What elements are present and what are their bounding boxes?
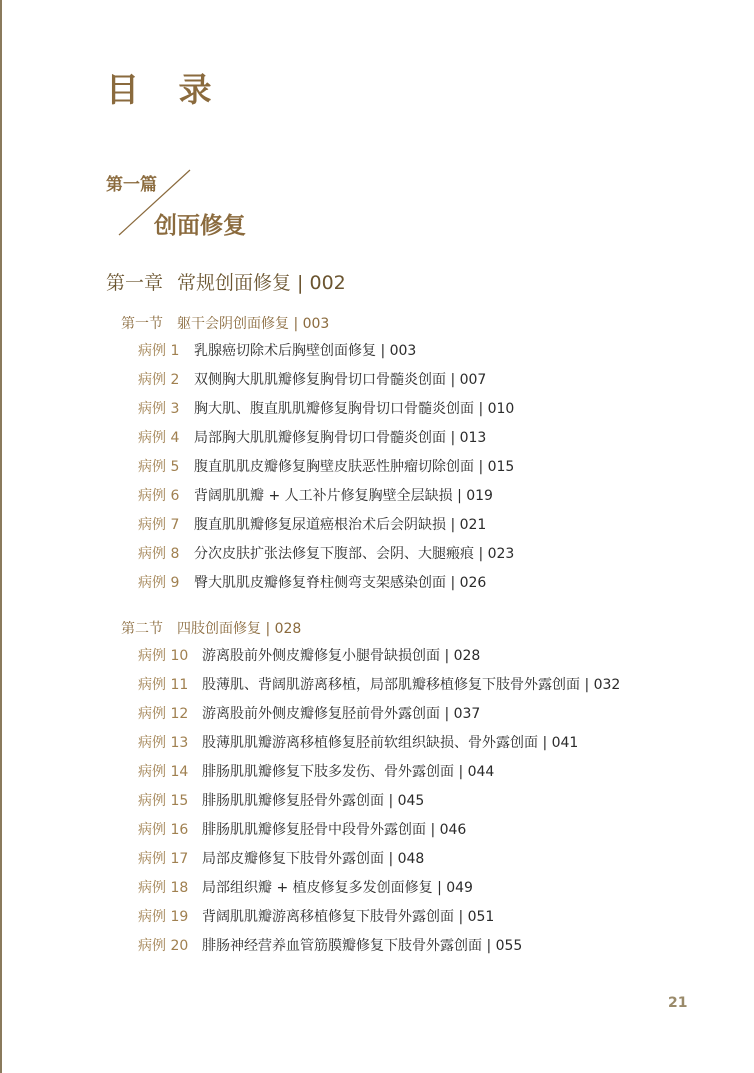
case-entry[interactable] [138, 908, 494, 926]
case-title: 背阔肌肌瓣游离移植修复下肢骨外露创面 | 051 [202, 909, 495, 925]
case-title: 游离股前外侧皮瓣修复小腿骨缺损创面 | 028 [202, 648, 481, 664]
case-title: 背阔肌肌瓣 + 人工补片修复胸壁全层缺损 | 019 [194, 488, 493, 504]
case-label: 病例 6 [138, 488, 180, 504]
case-entry[interactable] [138, 821, 466, 839]
case-entry[interactable] [138, 545, 514, 563]
case-label: 病例 11 [138, 677, 189, 693]
section-title: 四肢创面修复 | 028 [177, 621, 302, 637]
part-label: 第一篇 [106, 175, 157, 195]
page-edge-rule [0, 0, 2, 1073]
case-title: 游离股前外侧皮瓣修复胫前骨外露创面 | 037 [202, 706, 481, 722]
case-title: 局部胸大肌肌瓣修复胸骨切口骨髓炎创面 | 013 [194, 430, 487, 446]
case-label: 病例 1 [138, 343, 180, 359]
section-title: 躯干会阴创面修复 | 003 [177, 316, 330, 332]
case-title: 腓肠肌肌瓣修复胫骨外露创面 | 045 [202, 793, 425, 809]
case-entry[interactable] [138, 937, 522, 955]
case-entry[interactable] [138, 879, 473, 897]
case-label: 病例 13 [138, 735, 189, 751]
case-title: 腓肠肌肌瓣修复胫骨中段骨外露创面 | 046 [202, 822, 467, 838]
case-entry[interactable] [138, 371, 486, 389]
section-label: 第二节 [121, 621, 163, 637]
case-title: 腹直肌肌皮瓣修复胸壁皮肤恶性肿瘤切除创面 | 015 [194, 459, 515, 475]
case-entry[interactable] [138, 734, 578, 752]
chapter-label: 第一章 [106, 272, 164, 294]
case-label: 病例 4 [138, 430, 180, 446]
case-label: 病例 9 [138, 575, 180, 591]
case-title: 局部皮瓣修复下肢骨外露创面 | 048 [202, 851, 425, 867]
case-title: 腹直肌肌瓣修复尿道癌根治术后会阴缺损 | 021 [194, 517, 487, 533]
case-label: 病例 19 [138, 909, 189, 925]
case-title: 腓肠肌肌瓣修复下肢多发伤、骨外露创面 | 044 [202, 764, 495, 780]
case-entry[interactable] [138, 850, 424, 868]
chapter-heading[interactable] [106, 268, 346, 295]
case-label: 病例 3 [138, 401, 180, 417]
case-entry[interactable] [138, 792, 424, 810]
case-title: 乳腺癌切除术后胸壁创面修复 | 003 [194, 343, 417, 359]
case-title: 股薄肌肌瓣游离移植修复胫前软组织缺损、骨外露创面 | 041 [202, 735, 579, 751]
part-name: 创面修复 [154, 213, 246, 239]
case-label: 病例 2 [138, 372, 180, 388]
case-entry[interactable] [138, 400, 514, 418]
case-title: 分次皮肤扩张法修复下腹部、会阴、大腿瘢痕 | 023 [194, 546, 515, 562]
case-entry[interactable] [138, 647, 480, 665]
case-label: 病例 12 [138, 706, 189, 722]
case-label: 病例 18 [138, 880, 189, 896]
case-label: 病例 16 [138, 822, 189, 838]
case-label: 病例 5 [138, 459, 180, 475]
case-label: 病例 8 [138, 546, 180, 562]
case-title: 腓肠神经营养血管筋膜瓣修复下肢骨外露创面 | 055 [202, 938, 523, 954]
case-entry[interactable] [138, 342, 416, 360]
case-label: 病例 14 [138, 764, 189, 780]
case-entry[interactable] [138, 676, 620, 694]
case-entry[interactable] [138, 763, 494, 781]
case-title: 胸大肌、腹直肌肌瓣修复胸骨切口骨髓炎创面 | 010 [194, 401, 515, 417]
case-title: 股薄肌、背阔肌游离移植，局部肌瓣移植修复下肢骨外露创面 | 032 [202, 677, 621, 693]
case-title: 双侧胸大肌肌瓣修复胸骨切口骨髓炎创面 | 007 [194, 372, 487, 388]
case-entry[interactable] [138, 458, 514, 476]
section-heading[interactable] [121, 618, 301, 638]
toc-title: 目 录 [106, 70, 226, 109]
case-label: 病例 15 [138, 793, 189, 809]
case-title: 臀大肌肌皮瓣修复脊柱侧弯支架感染创面 | 026 [194, 575, 487, 591]
case-title: 局部组织瓣 + 植皮修复多发创面修复 | 049 [202, 880, 473, 896]
section-heading[interactable] [121, 313, 329, 333]
case-entry[interactable] [138, 487, 493, 505]
page-number: 21 [668, 995, 688, 1011]
case-entry[interactable] [138, 705, 480, 723]
case-label: 病例 10 [138, 648, 189, 664]
case-entry[interactable] [138, 429, 486, 447]
section-label: 第一节 [121, 316, 163, 332]
case-label: 病例 20 [138, 938, 189, 954]
case-label: 病例 17 [138, 851, 189, 867]
case-entry[interactable] [138, 574, 486, 592]
case-label: 病例 7 [138, 517, 180, 533]
chapter-title: 常规创面修复 | 002 [177, 272, 346, 294]
case-entry[interactable] [138, 516, 486, 534]
